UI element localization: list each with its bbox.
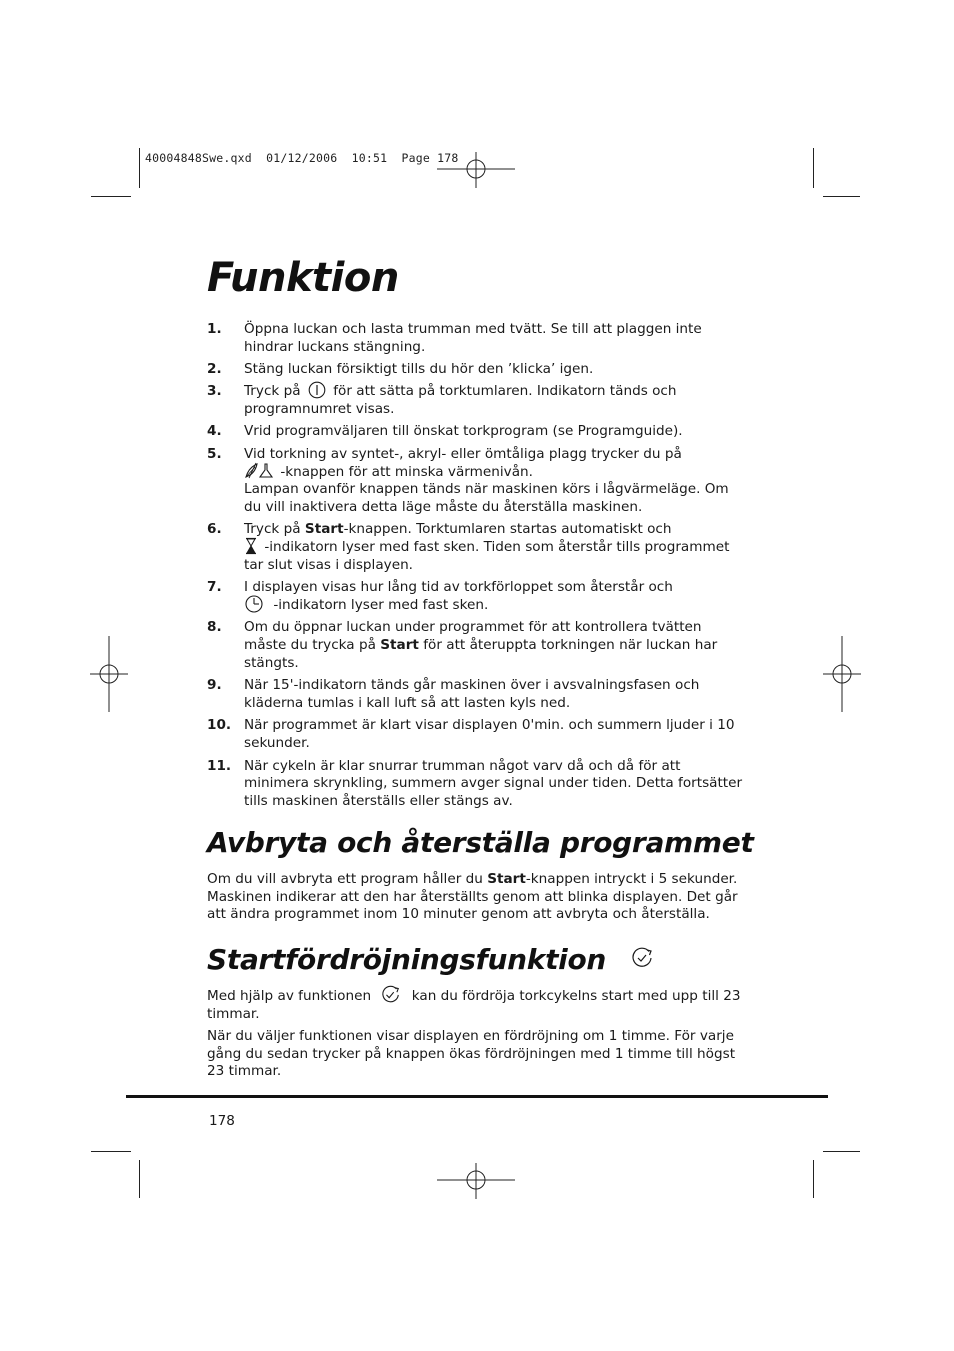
start-label: Start <box>487 871 526 887</box>
step-number: 2. <box>207 361 222 378</box>
step-number: 3. <box>207 383 222 400</box>
step-number: 11. <box>207 757 232 774</box>
delay-start-icon <box>630 946 656 970</box>
step-number: 8. <box>207 619 222 636</box>
list-item <box>207 758 747 811</box>
paragraph-text: Med hjälp av funktionen <box>207 988 372 1004</box>
page-title: Funktion <box>207 255 399 301</box>
step-text: Vid torkning av syntet-, akryl- eller ömtåliga plagg trycker du på <box>244 445 682 462</box>
step-text: När 15'-indikatorn tänds går maskinen över i avsvalningsfasen och kläderna tumlas i kall luft så att lasten kyls ned. <box>244 677 700 712</box>
step-text: -indikatorn lyser med fast sken. Tiden som återstår tills programmet tar slut visas i displayen. <box>244 539 730 574</box>
list-item <box>207 717 747 753</box>
clock-icon <box>244 594 264 613</box>
list-item <box>207 521 747 574</box>
section-heading-text: Startfördröjningsfunktion <box>207 943 607 976</box>
list-item <box>207 579 747 615</box>
step-text: I displayen visas hur lång tid av torkförloppet som återstår och <box>244 579 673 596</box>
step-text: -indikatorn lyser med fast sken. <box>273 597 489 614</box>
delay-start-icon <box>378 984 404 1004</box>
start-label: Start <box>380 637 419 654</box>
list-item <box>207 383 747 419</box>
step-number: 9. <box>207 677 222 694</box>
list-item <box>207 619 747 672</box>
step-text: Vrid programväljaren till önskat torkprogram (se Programguide). <box>244 423 683 440</box>
section-heading-cancel: Avbryta och återställa programmet <box>207 826 754 859</box>
hourglass-icon <box>244 537 258 555</box>
registration-mark-icon <box>823 636 863 714</box>
step-text: När cykeln är klar snurrar trumman något varv då och då för att minimera skrynkling, summern avger signal under tiden. Detta fortsätter tills maskinen återställs eller stängs av. <box>244 757 743 810</box>
step-number: 5. <box>207 445 222 462</box>
step-text: för att sätta på torktumlaren. Indikatorn tänds och programnumret visas. <box>244 383 677 418</box>
registration-mark-icon <box>90 636 130 714</box>
list-item <box>207 446 747 517</box>
list-item <box>207 677 747 713</box>
low-heat-delicate-icon <box>244 462 274 479</box>
step-number: 7. <box>207 579 222 596</box>
paragraph-text: Om du vill avbryta ett program håller du <box>207 871 483 887</box>
footer-rule <box>126 1095 828 1098</box>
registration-mark-icon <box>437 1161 517 1201</box>
step-text: Tryck på <box>244 521 301 538</box>
step-text: -knappen för att minska värmenivån. <box>280 463 533 480</box>
step-text: Tryck på <box>244 383 301 400</box>
step-number: 10. <box>207 717 232 734</box>
page-number: 178 <box>209 1113 235 1129</box>
step-number: 1. <box>207 321 222 337</box>
section-heading-delay <box>207 943 656 976</box>
file-slug: 40004848Swe.qxd 01/12/2006 10:51 Page 178 <box>145 151 459 165</box>
step-text: Lampan ovanför knappen tänds när maskinen körs i lågvärmeläge. Om du vill inaktivera detta läge måste du återställa maskinen. <box>244 481 729 516</box>
list-item <box>207 361 747 379</box>
step-text: för att återuppta torkningen när luckan har stängts. <box>244 637 718 672</box>
step-text: -knappen. Torktumlaren startas automatiskt och <box>343 521 672 538</box>
power-symbol-icon <box>308 381 326 399</box>
start-label: Start <box>304 521 344 538</box>
delay-paragraph-2: När du väljer funktionen visar displayen en fördröjning om 1 timme. För varje gång du sedan trycker på knappen ökas fördröjningen med 1 timme till högst 23 timmar. <box>207 1028 736 1080</box>
paragraph-text: kan du fördröja torkcykelns start med upp till 23 timmar. <box>207 988 741 1022</box>
step-number: 4. <box>207 423 222 440</box>
steps-list <box>207 321 747 815</box>
step-text: Stäng luckan försiktigt tills du hör den ’klicka’ igen. <box>244 361 594 378</box>
step-text: När programmet är klart visar displayen 0'min. och summern ljuder i 10 sekunder. <box>244 717 735 752</box>
list-item <box>207 321 747 357</box>
step-text: Om du öppnar luckan under programmet för att kontrollera tvätten måste du trycka på <box>244 619 702 654</box>
step-number: 6. <box>207 521 222 538</box>
paragraph-text: -knappen intryckt i 5 sekunder. Maskinen indikerar att den har återställts genom att blinka displayen. Det går att ändra programmet inom 10 minuter genom att avbryta och återställa. <box>207 871 738 923</box>
cancel-paragraph <box>207 871 747 924</box>
step-text: Öppna luckan och lasta trumman med tvätt. Se till att plaggen inte hindrar luckans stängning. <box>244 321 702 355</box>
delay-paragraph-1 <box>207 988 747 1023</box>
list-item <box>207 423 747 441</box>
